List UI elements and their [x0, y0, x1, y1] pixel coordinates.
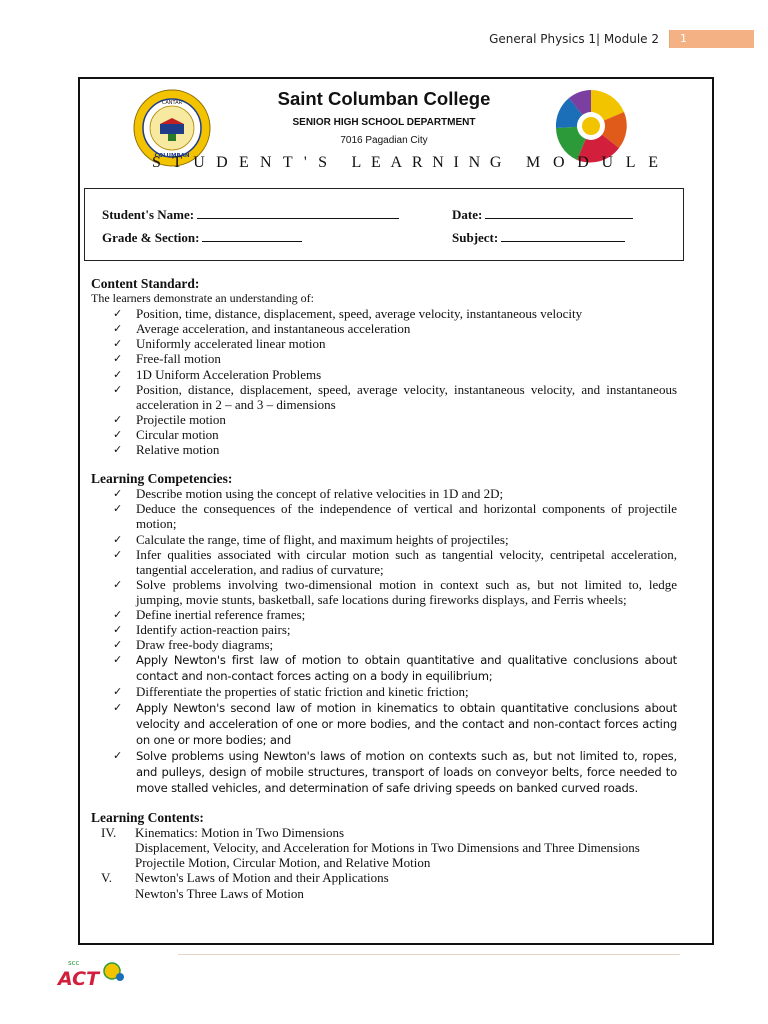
act-logo-icon	[50, 955, 134, 991]
checkmark-icon: ✓	[113, 412, 123, 426]
competency-item	[91, 501, 677, 531]
content-standard-text: Relative motion	[136, 442, 220, 458]
entry-title: Newton's Laws of Motion and their Applications	[135, 870, 389, 886]
competency-text: Apply Newton's second law of motion in kinematics to obtain quantitative conclusions about velocity and acceleration of one or more bodies, and the contact and non-contact forces acting on one or more bodies; and	[136, 700, 677, 747]
student-name-label: Student's Name:	[102, 207, 195, 222]
student-name-field[interactable]	[102, 206, 399, 223]
competency-text: Identify action-reaction pairs;	[136, 622, 291, 638]
checkmark-icon: ✓	[113, 638, 123, 652]
student-name-blank[interactable]	[197, 206, 399, 219]
content-standard-text: Average acceleration, and instantaneous acceleration	[136, 321, 411, 337]
entry-title: Kinematics: Motion in Two Dimensions	[135, 825, 345, 841]
checkmark-icon: ✓	[113, 577, 123, 591]
checkmark-icon: ✓	[113, 547, 123, 561]
content-standard-text: Uniformly accelerated linear motion	[136, 336, 326, 352]
learning-contents-heading: Learning Contents:	[91, 810, 204, 826]
running-header	[489, 30, 754, 48]
content-standard-intro: The learners demonstrate an understanding of:	[91, 291, 314, 306]
checkmark-icon: ✓	[113, 487, 123, 501]
competency-item	[91, 486, 677, 501]
competency-item	[91, 652, 677, 684]
module-title-word: L E A R N I N G	[351, 154, 502, 171]
content-standard-text: Circular motion	[136, 426, 219, 442]
competency-text: Calculate the range, time of flight, and maximum heights of projectiles;	[136, 531, 509, 547]
seal-bottom-text: COLUMBAN	[154, 153, 190, 159]
footer-divider	[178, 954, 680, 955]
checkmark-icon: ✓	[113, 748, 123, 762]
entry-number: V.	[101, 870, 112, 886]
module-title-word: S T U D E N T ' S	[152, 154, 327, 171]
competency-item	[91, 637, 677, 652]
competency-item	[91, 547, 677, 577]
content-standard-item	[91, 351, 677, 366]
checkmark-icon: ✓	[113, 382, 123, 396]
date-blank[interactable]	[485, 206, 633, 219]
competency-text: Define inertial reference frames;	[136, 606, 306, 622]
competency-text: Infer qualities associated with circular motion such as tangential velocity, centripetal acceleration, tangential acceleration, and radius of curvature;	[136, 546, 677, 577]
module-title	[152, 154, 658, 172]
checkmark-icon: ✓	[113, 685, 123, 699]
content-standard-text: 1D Uniform Acceleration Problems	[136, 366, 322, 382]
seal-top-text: CANTAR	[161, 100, 183, 106]
entry-subtopic: Projectile Motion, Circular Motion, and Relative Motion	[135, 855, 431, 871]
content-standard-text: Free-fall motion	[136, 351, 221, 367]
checkmark-icon: ✓	[113, 607, 123, 621]
content-standard-item	[91, 336, 677, 351]
checkmark-icon: ✓	[113, 307, 123, 321]
school-address: 7016 Pagadian City	[340, 135, 428, 146]
competency-item	[91, 748, 677, 796]
competency-item	[91, 684, 677, 699]
date-field[interactable]	[452, 206, 633, 223]
checkmark-icon: ✓	[113, 623, 123, 637]
content-standard-list	[91, 306, 677, 457]
module-content	[91, 276, 677, 901]
competency-item	[91, 532, 677, 547]
checkmark-icon: ✓	[113, 653, 123, 667]
entry-number: IV.	[101, 825, 117, 841]
footer-logo-text: ACT	[58, 968, 100, 990]
content-standard-text: Position, distance, displacement, speed, average velocity, instantaneous velocity, and instantaneous acceleration in 2 – and 3 – dimensions	[136, 381, 677, 412]
school-name: Saint Columban College	[277, 88, 491, 109]
competency-item	[91, 700, 677, 748]
subject-label: Subject:	[452, 230, 499, 245]
competency-item	[91, 607, 677, 622]
date-label: Date:	[452, 207, 483, 222]
competency-text: Draw free-body diagrams;	[136, 637, 274, 653]
running-title: General Physics 1| Module 2	[489, 30, 670, 48]
student-info-box	[84, 188, 684, 261]
checkmark-icon: ✓	[113, 322, 123, 336]
content-standard-item	[91, 382, 677, 412]
grade-section-blank[interactable]	[202, 229, 302, 242]
grade-section-label: Grade & Section:	[102, 230, 200, 245]
competency-item	[91, 577, 677, 607]
competency-text: Apply Newton's first law of motion to obtain quantitative and qualitative conclusions about contact and non-contact forces acting on a body in equilibrium;	[136, 653, 677, 684]
content-standard-item	[91, 321, 677, 336]
learning-content-entry	[91, 870, 677, 900]
subject-blank[interactable]	[501, 229, 625, 242]
footer-logo-small: scc	[68, 959, 80, 967]
checkmark-icon: ✓	[113, 700, 123, 714]
checkmark-icon: ✓	[113, 427, 123, 441]
department-name: SENIOR HIGH SCHOOL DEPARTMENT	[292, 117, 476, 128]
content-standard-heading: Content Standard:	[91, 276, 200, 291]
subject-field[interactable]	[452, 229, 625, 246]
entry-subtopic: Displacement, Velocity, and Acceleration for Motions in Two Dimensions and Three Dimensions	[135, 840, 640, 856]
learning-content-entry	[91, 825, 677, 870]
content-standard-item	[91, 306, 677, 321]
content-standard-item	[91, 412, 677, 427]
entry-subtopic: Newton's Three Laws of Motion	[135, 885, 304, 901]
checkmark-icon: ✓	[113, 352, 123, 366]
content-standard-item	[91, 442, 677, 457]
competency-text: Describe motion using the concept of relative velocities in 1D and 2D;	[136, 486, 504, 502]
competency-item	[91, 622, 677, 637]
learning-competencies-list	[91, 486, 677, 796]
checkmark-icon: ✓	[113, 443, 123, 457]
grade-section-field[interactable]	[102, 229, 302, 246]
content-standard-item	[91, 367, 677, 382]
page-number: 1	[670, 30, 754, 48]
learning-competencies-heading: Learning Competencies:	[91, 471, 233, 487]
competency-text: Deduce the consequences of the independence of vertical and horizontal components of projectile motion;	[136, 501, 677, 532]
competency-text: Solve problems involving two-dimensional motion in context such as, but not limited to, ledge jumping, movie stunts, basketball, safe locations during fireworks displays, and Ferris wheels;	[136, 576, 677, 607]
checkmark-icon: ✓	[113, 532, 123, 546]
learning-contents-list	[91, 825, 677, 900]
competency-text: Differentiate the properties of static friction and kinetic friction;	[136, 684, 469, 700]
module-title-word: M O D U L E	[526, 154, 658, 171]
checkmark-icon: ✓	[113, 502, 123, 516]
content-standard-text: Projectile motion	[136, 411, 226, 427]
checkmark-icon: ✓	[113, 337, 123, 351]
checkmark-icon: ✓	[113, 367, 123, 381]
content-standard-item	[91, 427, 677, 442]
content-standard-text: Position, time, distance, displacement, speed, average velocity, instantaneous velocity	[136, 306, 583, 322]
competency-text: Solve problems using Newton's laws of motion on contexts such as, but not limited to, ropes, and pulleys, design of mobile structures, transport of loads on conveyor belts, force needed to move stalled vehicles, and determination of safe driving speeds on banked curved roads.	[136, 748, 677, 795]
